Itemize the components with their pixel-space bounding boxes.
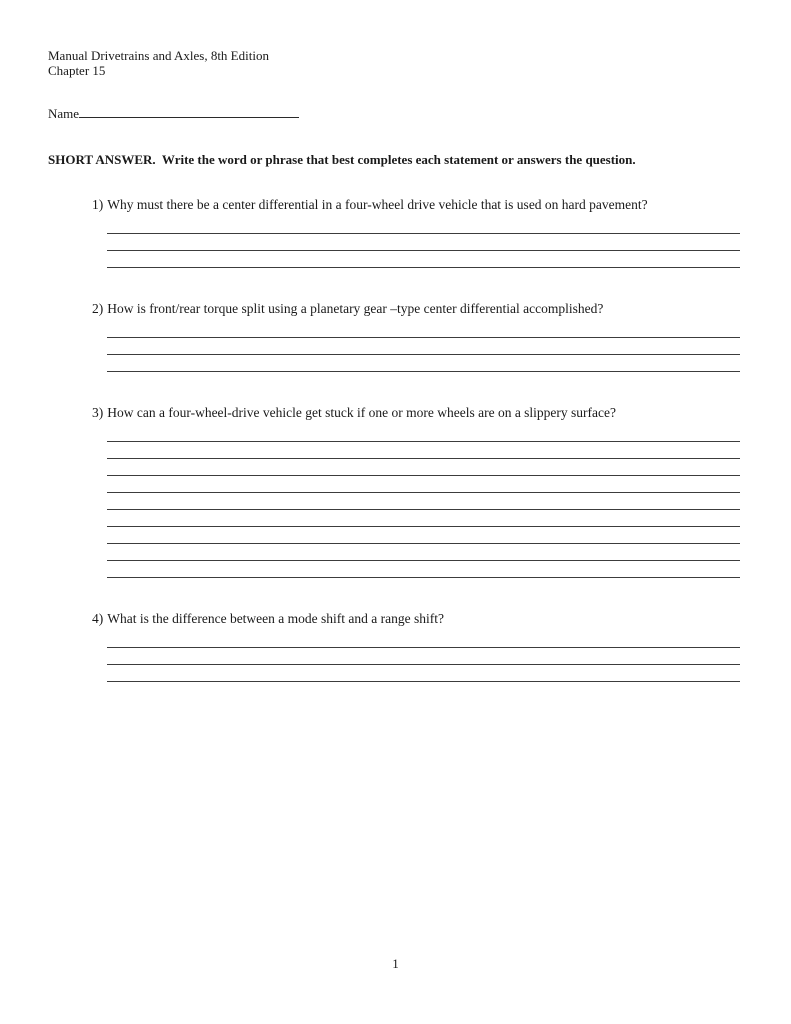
answer-line — [107, 631, 740, 648]
question-number: 2) — [92, 301, 104, 316]
answer-lines — [107, 631, 740, 682]
answer-lines — [107, 425, 740, 578]
answer-line — [107, 665, 740, 682]
block-gap — [48, 268, 740, 286]
answer-line — [107, 234, 740, 251]
document-header — [48, 48, 740, 78]
answer-line — [107, 648, 740, 665]
answer-line — [107, 251, 740, 268]
question-block — [48, 596, 740, 700]
chapter-label: Chapter 15 — [48, 63, 106, 78]
question-label: How can a four-wheel-drive vehicle get stuck if one or more wheels are on a slippery surface? — [107, 405, 617, 420]
name-label: Name — [48, 106, 80, 121]
answer-line — [107, 442, 740, 459]
name-row — [48, 104, 740, 122]
question-number: 3) — [92, 405, 104, 420]
question-text — [92, 286, 740, 317]
section-heading: SHORT ANSWER. Write the word or phrase that best completes each statement or answers the question. — [48, 152, 636, 167]
block-gap — [48, 578, 740, 596]
answer-line — [107, 510, 740, 527]
answer-line — [107, 355, 740, 372]
question-number: 1) — [92, 197, 104, 212]
page-number: 1 — [392, 956, 399, 971]
questions — [48, 182, 740, 700]
answer-line — [107, 425, 740, 442]
answer-line — [107, 493, 740, 510]
question-label: How is front/rear torque split using a planetary gear –type center differential accomplished? — [107, 301, 604, 316]
question-block — [48, 182, 740, 286]
name-blank-line — [79, 104, 299, 118]
page-footer — [0, 956, 791, 972]
question-text — [92, 596, 740, 627]
question-block — [48, 390, 740, 596]
question-number: 4) — [92, 611, 104, 626]
question-label: Why must there be a center differential in a four-wheel drive vehicle that is used on hard pavement? — [107, 197, 648, 212]
question-text — [92, 390, 740, 421]
question-label: What is the difference between a mode shift and a range shift? — [107, 611, 444, 626]
answer-line — [107, 527, 740, 544]
answer-line — [107, 561, 740, 578]
answer-lines — [107, 321, 740, 372]
book-title: Manual Drivetrains and Axles, 8th Edition — [48, 48, 269, 63]
answer-line — [107, 476, 740, 493]
answer-line — [107, 544, 740, 561]
block-gap — [48, 372, 740, 390]
answer-line — [107, 321, 740, 338]
block-gap — [48, 682, 740, 700]
answer-line — [107, 459, 740, 476]
answer-line — [107, 217, 740, 234]
question-block — [48, 286, 740, 390]
answer-lines — [107, 217, 740, 268]
answer-line — [107, 338, 740, 355]
question-text — [92, 182, 740, 213]
